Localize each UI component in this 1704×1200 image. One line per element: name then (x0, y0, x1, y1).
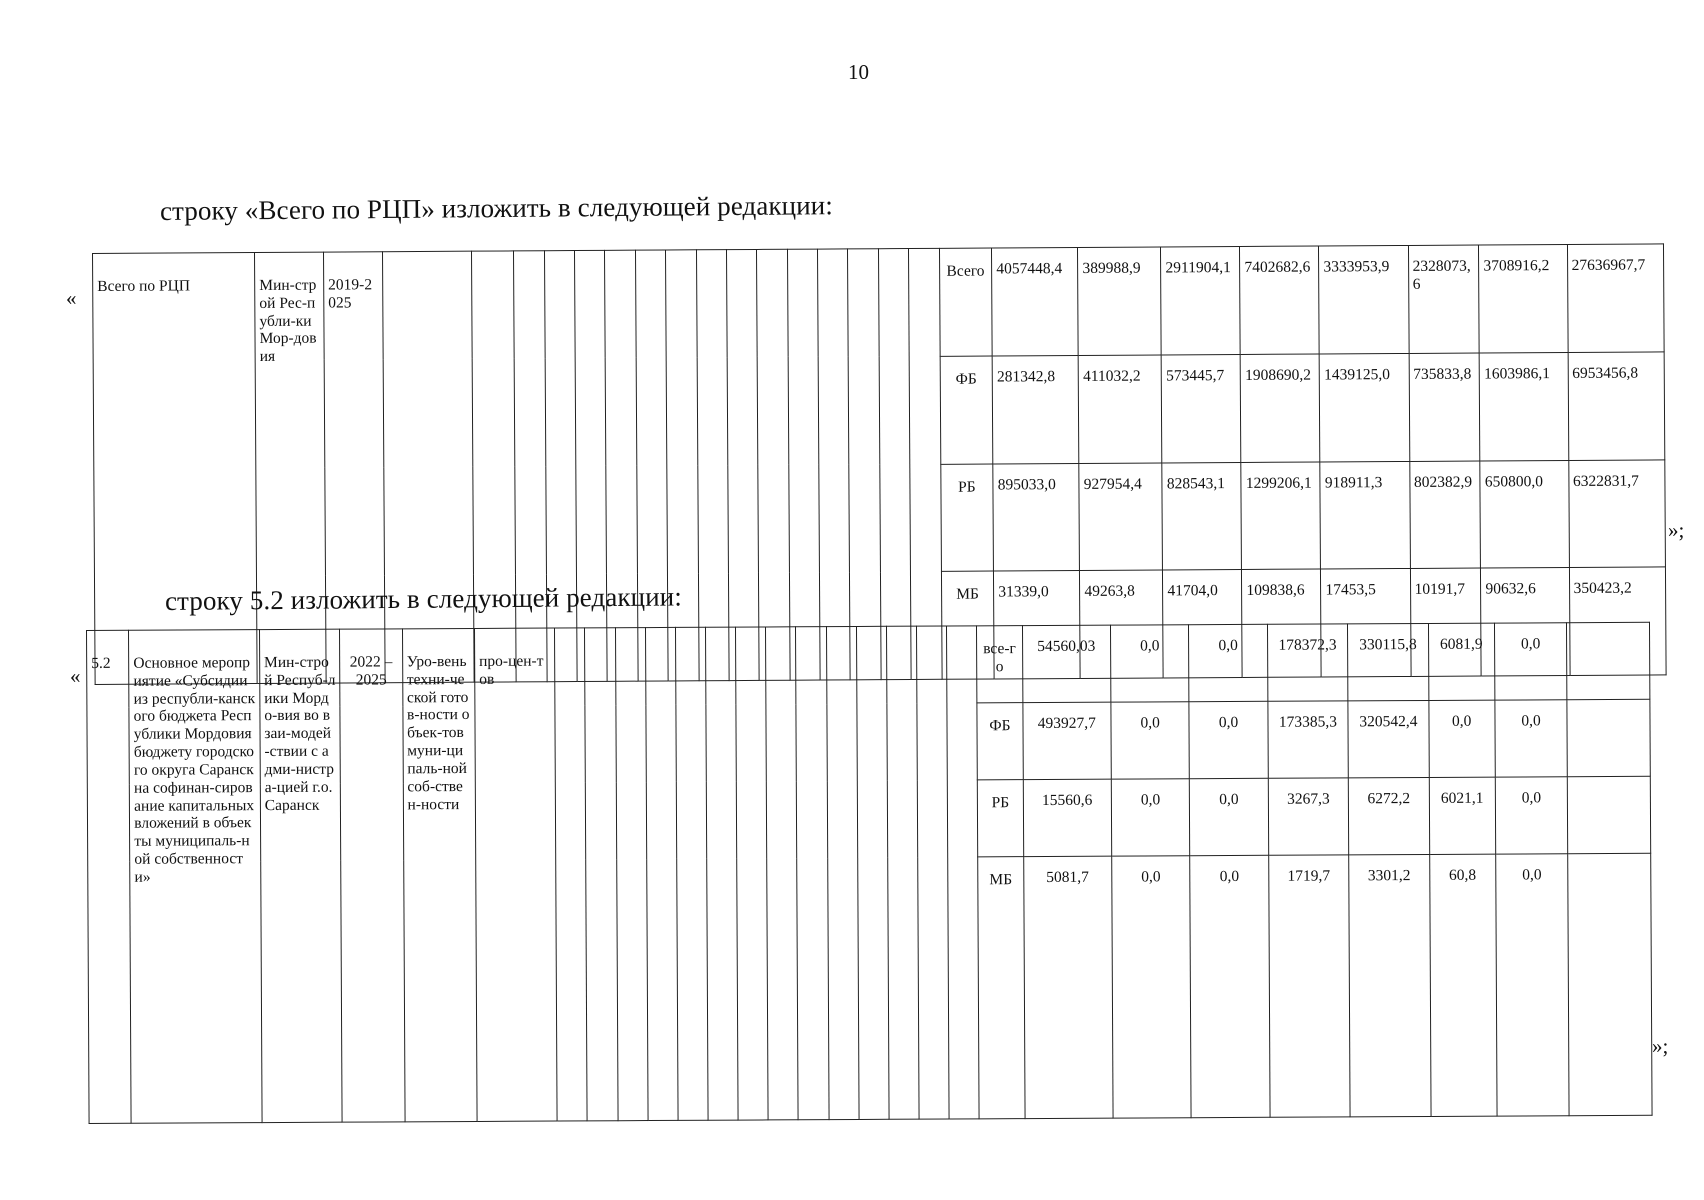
value-cell: 173385,3 (1268, 701, 1349, 779)
value-cell: 927954,4 (1079, 462, 1163, 570)
source-label: РБ (978, 780, 1024, 857)
value-cell: 1719,7 (1268, 855, 1350, 1117)
source-label: РБ (940, 463, 993, 571)
value-cell: 802382,9 (1409, 461, 1481, 569)
value-cell: 320542,4 (1348, 701, 1429, 779)
value-cell: 6021,1 (1429, 777, 1496, 854)
value-cell: 1439125,0 (1320, 353, 1410, 461)
empty-cell (826, 626, 859, 1119)
empty-cell (848, 249, 881, 680)
empty-cell (635, 250, 668, 681)
empty-cell (471, 251, 516, 682)
value-cell: 493927,7 (1022, 702, 1111, 780)
table-total-rcp (92, 243, 1667, 685)
close-quote-1: »; (1668, 518, 1685, 542)
value-cell: 10191,7 (1410, 568, 1482, 676)
value-cell: 1908690,2 (1241, 354, 1321, 462)
value-cell: 330115,8 (1348, 623, 1429, 701)
empty-cell (544, 251, 577, 682)
value-cell: 281342,8 (992, 355, 1079, 463)
value-cell: 0,0 (1494, 623, 1567, 700)
value-cell: 0,0 (1190, 856, 1270, 1118)
value-cell: 3333953,9 (1319, 245, 1409, 353)
open-quote-2: « (70, 664, 81, 688)
total-name-cell: Всего по РЦП (93, 253, 258, 685)
empty-cell (878, 249, 911, 680)
close-quote-2: »; (1652, 1034, 1669, 1058)
empty-cell (736, 627, 769, 1120)
empty-cell (818, 249, 851, 680)
empty-cell (615, 628, 648, 1121)
value-cell: 17453,5 (1321, 569, 1411, 677)
value-cell: 350423,2 (1569, 567, 1666, 675)
unit-cell: про-цен-тов (474, 628, 557, 1121)
value-cell: 3301,2 (1349, 855, 1431, 1117)
value-cell: 60,8 (1429, 854, 1497, 1116)
value-cell: 0,0 (1190, 779, 1269, 857)
value-cell (1568, 776, 1651, 854)
indicator-cell: Уро-вень техни-ческой готов-ности объек-тов муни-ципаль-ной соб-ствен-ности (402, 628, 477, 1121)
empty-cell (675, 627, 708, 1120)
value-cell: 0,0 (1496, 854, 1570, 1116)
value-cell: 178372,3 (1267, 624, 1348, 702)
value-cell: 6322831,7 (1568, 459, 1665, 567)
page-number: 10 (848, 60, 869, 84)
value-cell: 0,0 (1110, 625, 1189, 703)
period-cell: 2022 – 2025 (340, 629, 405, 1122)
value-cell: 3708916,2 (1479, 244, 1568, 352)
value-cell: 411032,2 (1078, 355, 1162, 463)
empty-cell (645, 627, 678, 1120)
heading-row-5-2: строку 5.2 изложить в следующей редакции: (164, 581, 682, 616)
empty-cell (909, 248, 942, 679)
executor-cell: Мин-строй Респуб-лики Мордо-вия во взаи-модей-ствии с адми-нистра-цией г.о. Саранск (259, 629, 342, 1122)
value-cell: 828543,1 (1162, 462, 1242, 570)
value-cell: 389988,9 (1078, 247, 1162, 355)
value-cell: 41704,0 (1163, 570, 1243, 678)
value-cell: 0,0 (1112, 856, 1192, 1118)
value-cell: 0,0 (1111, 779, 1190, 857)
source-label: ФБ (940, 356, 993, 464)
value-cell: 0,0 (1111, 702, 1190, 780)
value-cell: 0,0 (1428, 700, 1495, 777)
table-row (87, 622, 1650, 707)
value-cell: 918911,3 (1320, 461, 1410, 569)
empty-cell (666, 250, 699, 681)
value-cell: 0,0 (1189, 624, 1268, 702)
value-cell: 6272,2 (1348, 778, 1429, 856)
value-cell: 7402682,6 (1240, 246, 1320, 354)
empty-cell (766, 627, 799, 1120)
value-cell: 735833,8 (1409, 353, 1481, 461)
value-cell: 90632,6 (1481, 568, 1570, 676)
row-number-cell: 5.2 (87, 630, 132, 1123)
value-cell: 2911904,1 (1161, 246, 1241, 354)
empty-cell (787, 249, 820, 680)
value-cell: 27636967,7 (1567, 244, 1664, 352)
value-cell: 49263,8 (1080, 570, 1164, 678)
value-cell: 54560,03 (1022, 625, 1111, 703)
value-cell: 0,0 (1495, 777, 1568, 854)
source-label: Всего (939, 248, 992, 356)
value-cell: 650800,0 (1480, 460, 1569, 568)
total-executor-cell: Мин-строй Рес-публи-ки Мор-довия (255, 252, 327, 683)
empty-cell (726, 249, 759, 680)
value-cell: 1299206,1 (1241, 462, 1321, 570)
empty-cell (696, 250, 729, 681)
value-cell: 4057448,4 (992, 247, 1079, 355)
empty-cell (886, 626, 919, 1119)
empty-cell (382, 251, 474, 683)
value-cell: 109838,6 (1242, 569, 1322, 677)
empty-cell (605, 250, 638, 681)
empty-cell (706, 627, 739, 1120)
empty-cell (757, 249, 790, 680)
empty-cell (555, 628, 588, 1121)
empty-cell (796, 627, 829, 1120)
value-cell: 1603986,1 (1480, 352, 1569, 460)
value-cell: 3267,3 (1268, 778, 1349, 856)
value-cell: 895033,0 (993, 463, 1080, 571)
value-cell (1567, 622, 1650, 700)
value-cell: 2328073,6 (1408, 245, 1480, 353)
value-cell: 0,0 (1189, 701, 1268, 779)
open-quote-1: « (66, 286, 77, 310)
empty-cell (856, 626, 889, 1119)
measure-name-cell: Основное мероприятие «Субсидии из республи-канского бюджета Республики Мордовия бюджету городского округа Саранск на софинан-сирование капитальных вложений в объекты муниципаль-ной собственности» (129, 630, 262, 1124)
value-cell: 6081,9 (1428, 623, 1495, 700)
table-row-5-2 (86, 622, 1653, 1124)
value-cell (1568, 854, 1652, 1116)
value-cell: 31339,0 (994, 571, 1081, 679)
value-cell: 6953456,8 (1568, 352, 1665, 460)
empty-cell (917, 626, 950, 1119)
value-cell: 573445,7 (1162, 354, 1242, 462)
value-cell: 5081,7 (1023, 856, 1113, 1118)
value-cell (1567, 699, 1650, 777)
empty-cell (514, 251, 547, 682)
empty-cell (575, 250, 608, 681)
value-cell: 15560,6 (1023, 779, 1112, 857)
empty-cell (585, 628, 618, 1121)
source-label: МБ (941, 571, 994, 679)
value-cell: 0,0 (1495, 700, 1568, 777)
source-label: ФБ (977, 703, 1023, 780)
source-label: МБ (978, 857, 1025, 1119)
empty-cell (947, 626, 980, 1119)
source-label: все-го (977, 626, 1023, 703)
total-period-cell: 2019-2025 (323, 252, 384, 683)
heading-total: строку «Всего по РЦП» изложить в следующей редакции: (159, 190, 833, 226)
table-row (93, 244, 1665, 361)
